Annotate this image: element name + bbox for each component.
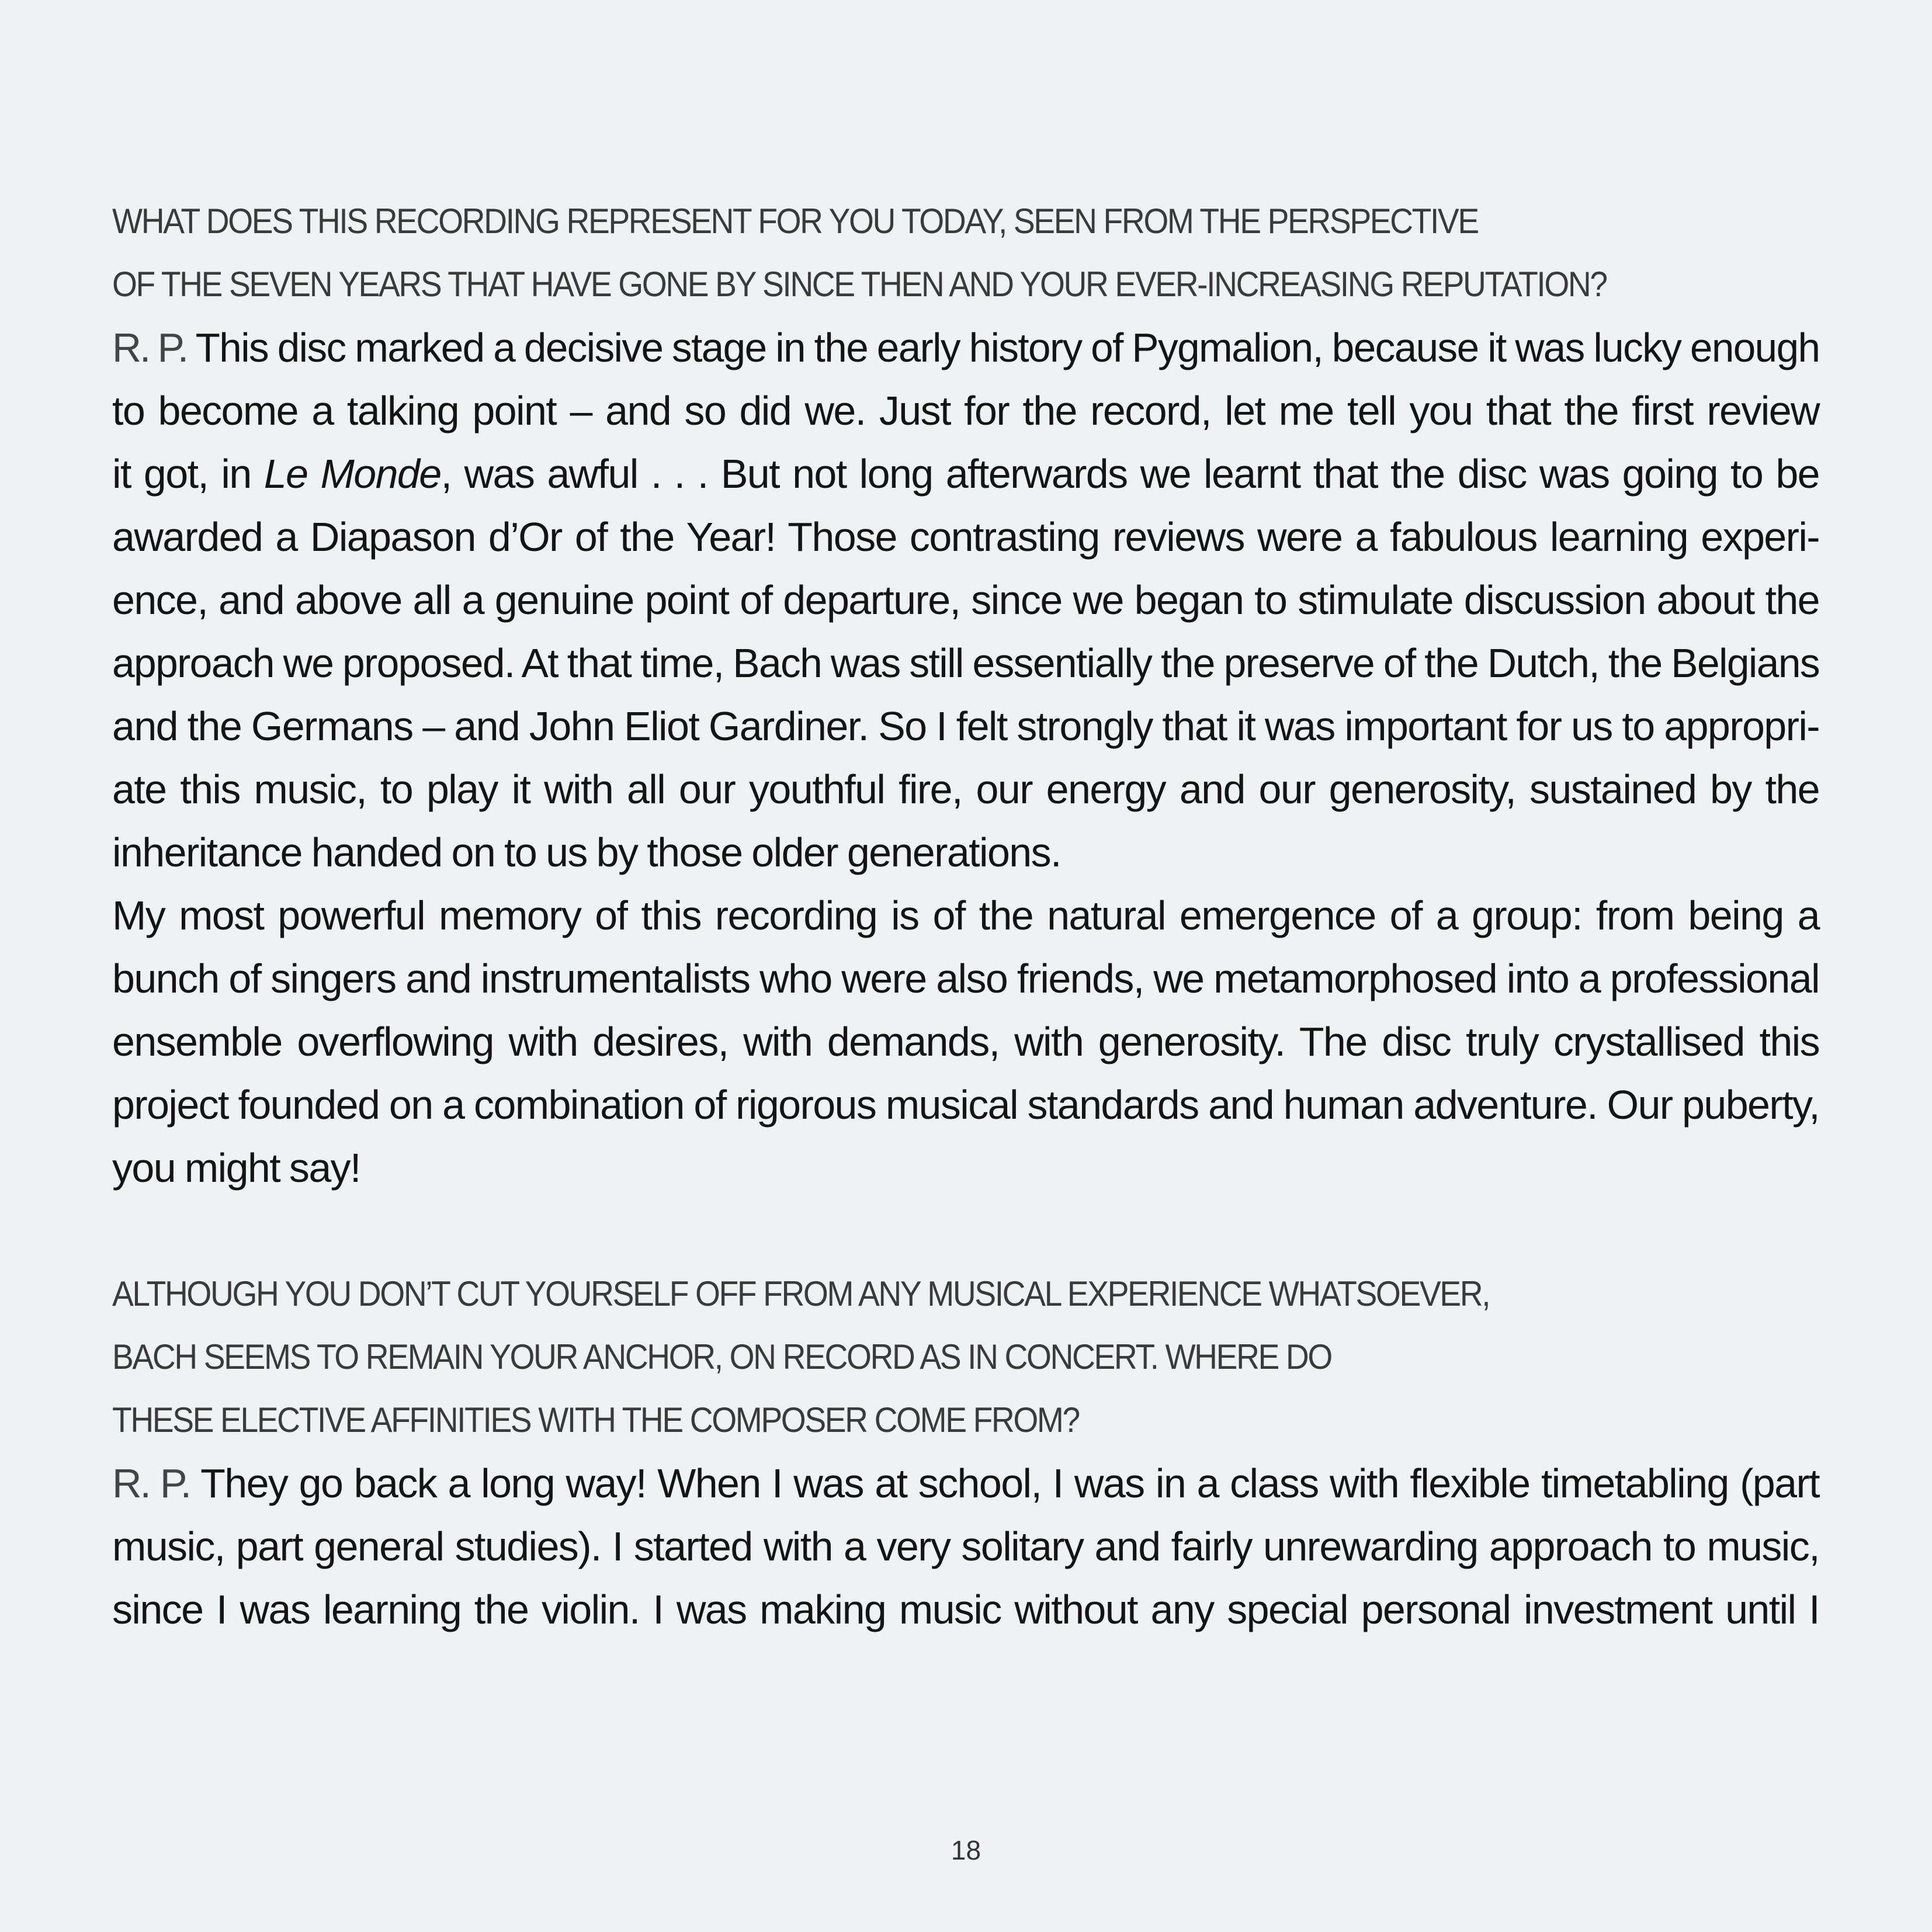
question-line: WHAT DOES THIS RECORDING REPRESENT FOR YOU TODAY, SEEN FROM THE PERSPECTIVE [112, 202, 1478, 241]
answer-line: music, part general studies). I started with a very solitary and fairly unrewarding approach to music, [112, 1524, 1819, 1569]
question-line: BACH SEEMS TO REMAIN YOUR ANCHOR, ON RECORD AS IN CONCERT. WHERE DO [112, 1337, 1331, 1376]
answer-line [112, 442, 1819, 505]
speaker-initials: R. P. [112, 1461, 190, 1506]
question-line: OF THE SEVEN YEARS THAT HAVE GONE BY SINCE THEN AND YOUR EVER-INCREASING REPUTATION? [112, 265, 1607, 304]
answer-line: awarded a Diapason d’Or of the Year! Those contrasting reviews were a fabulous learning experi- [112, 514, 1819, 560]
document-body [112, 190, 1819, 1641]
interview-question-2 [112, 1262, 1671, 1452]
answer-line: since I was learning the violin. I was making music without any special personal investment until I [112, 1587, 1819, 1632]
answer-text: , was awful . . . But not long afterwards we learnt that the disc was going to be [440, 451, 1819, 497]
answer-text: This disc marked a decisive stage in the early history of Pygmalion, because it was lucky enough [187, 325, 1820, 370]
answer-line [112, 1452, 1819, 1515]
newspaper-title: Le Monde [263, 451, 441, 497]
answer-line: approach we proposed. At that time, Bach was still essentially the preserve of the Dutch, the Belgians [112, 640, 1819, 686]
interview-answer-1 [112, 316, 1819, 1199]
answer-line: project founded on a combination of rigorous musical standards and human adventure. Our puberty, [112, 1082, 1819, 1128]
page-number: 18 [951, 1835, 981, 1865]
answer-text: They go back a long way! When I was at school, I was in a class with flexible timetabling (part [190, 1461, 1819, 1506]
answer-text: it got, in [112, 451, 264, 497]
answer-line: and the Germans – and John Eliot Gardiner. So I felt strongly that it was important for us to appropri- [112, 703, 1819, 749]
answer-line: you might say! [112, 1145, 360, 1191]
answer-line [112, 316, 1819, 379]
answer-line: bunch of singers and instrumentalists who were also friends, we metamorphosed into a professional [112, 956, 1819, 1001]
interview-question-1 [112, 190, 1671, 316]
question-line: THESE ELECTIVE AFFINITIES WITH THE COMPOSER COME FROM? [112, 1400, 1079, 1440]
speaker-initials: R. P. [112, 325, 188, 370]
answer-line: to become a talking point – and so did we. Just for the record, let me tell you that the first review [112, 388, 1819, 433]
answer-line: inheritance handed on to us by those older generations. [112, 830, 1061, 875]
answer-line: ence, and above all a genuine point of departure, since we began to stimulate discussion about the [112, 577, 1819, 623]
interview-answer-2 [112, 1452, 1819, 1641]
answer-line: ensemble overflowing with desires, with demands, with generosity. The disc truly crystallised this [112, 1019, 1819, 1064]
answer-line: ate this music, to play it with all our youthful fire, our energy and our generosity, sustained by the [112, 766, 1819, 812]
question-line: ALTHOUGH YOU DON’T CUT YOURSELF OFF FROM ANY MUSICAL EXPERIENCE WHATSOEVER, [112, 1274, 1490, 1313]
answer-line: My most powerful memory of this recording is of the natural emergence of a group: from being a [112, 893, 1819, 938]
